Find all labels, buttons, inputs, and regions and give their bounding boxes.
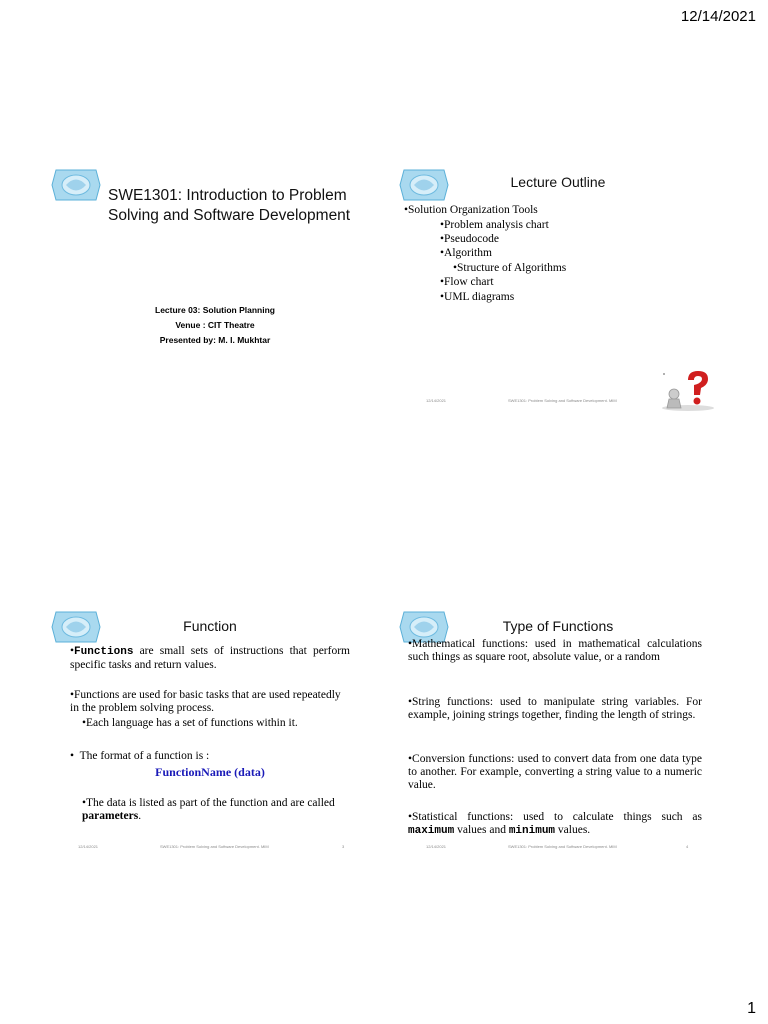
slide4-footer-text: SWE1301: Problem Solving and Software Development. MIM	[508, 844, 617, 849]
venue-label: Venue : CIT Theatre	[175, 320, 255, 330]
function-bullet-1: •Functions are small sets of instructions that perform specific tasks and return values.	[70, 645, 350, 671]
slide4-footer-date: 12/14/2021	[426, 844, 447, 849]
function-bullet-2: •Functions are used for basic tasks that are used repeatedly in the problem solving process.	[70, 689, 341, 714]
slide2-footer-text: SWE1301: Problem Solving and Software Development. MIM	[508, 398, 617, 403]
slide-title	[50, 158, 420, 443]
slide3-title: Function	[183, 618, 237, 634]
slide2-footer-date: 12/14/2021	[426, 398, 447, 403]
slide1-title-line1: SWE1301: Introduction to Problem	[108, 187, 347, 204]
presenter-label: Presented by: M. I. Mukhtar	[159, 335, 271, 345]
outline-item: •Pseudocode	[440, 233, 499, 245]
lecture-label: Lecture 03: Solution Planning	[155, 305, 275, 315]
type-bullet-3: •Conversion functions: used to convert data from one data type to another. For example, converting a string value to a numeric value.	[408, 753, 702, 791]
slide3-footer-number: 3	[342, 844, 345, 849]
question-mark-figure-icon	[660, 368, 716, 412]
outline-item: •Structure of Algorithms	[453, 262, 567, 274]
type-bullet-1: •Mathematical functions: used in mathematical calculations such things as square root, absolute value, or a random	[408, 638, 702, 663]
type-bullet-4: •Statistical functions: used to calculate things such as maximum values and minimum values.	[408, 811, 702, 837]
slide3-footer-date: 12/14/2021	[78, 844, 99, 849]
slide-type-of-functions	[398, 602, 768, 854]
type-bullet-2: •String functions: used to manipulate string variables. For example, joining strings together, finding the length of strings.	[408, 696, 702, 721]
slide2-title: Lecture Outline	[510, 174, 606, 190]
function-format: FunctionName (data)	[155, 765, 265, 779]
slide4-title: Type of Functions	[502, 618, 614, 634]
slide4-footer-number: 4	[686, 844, 689, 849]
slide-function	[50, 602, 420, 854]
slide1-title-line2: Solving and Software Development	[108, 207, 351, 224]
function-bullet-4: •The data is listed as part of the function and are called parameters.	[82, 797, 335, 822]
outline-item: •Solution Organization Tools	[404, 204, 538, 216]
slide-outline	[398, 158, 768, 443]
outline-item: •Flow chart	[440, 276, 494, 288]
page-date: 12/14/2021	[680, 8, 756, 25]
page-number: 1	[747, 1000, 756, 1017]
outline-item: •Algorithm	[440, 247, 492, 259]
university-logo-icon	[50, 168, 102, 202]
function-bullet-3: • The format of a function is :	[70, 750, 210, 762]
slide3-footer-text: SWE1301: Problem Solving and Software Development. MIM	[160, 844, 269, 849]
function-sub-bullet: •Each language has a set of functions within it.	[82, 717, 298, 729]
outline-item: •Problem analysis chart	[440, 219, 549, 231]
outline-item: •UML diagrams	[440, 291, 515, 303]
